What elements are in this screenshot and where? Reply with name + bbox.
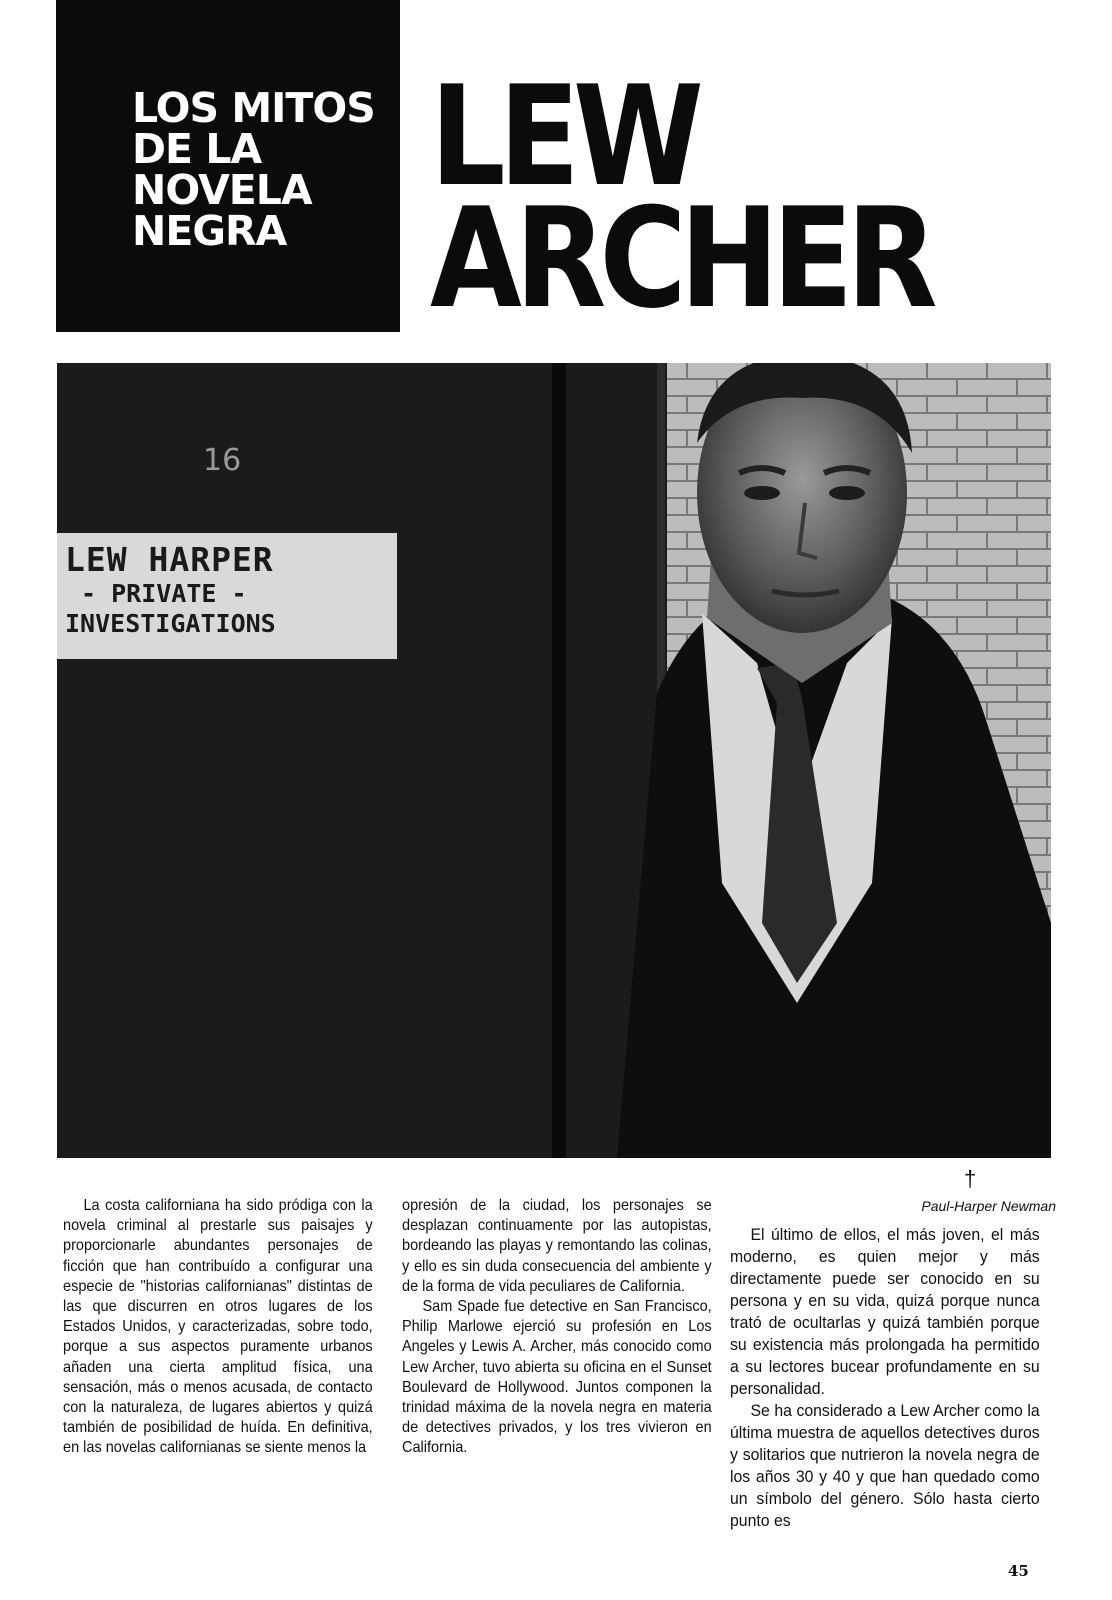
sign-line-2: - PRIVATE -: [81, 579, 247, 608]
door-number: 16: [203, 443, 242, 478]
sign-line-1: LEW HARPER: [65, 540, 274, 579]
office-sign: [57, 533, 397, 659]
article-column-2: [402, 1196, 712, 1459]
sign-line-3: INVESTIGATIONS: [65, 609, 276, 638]
title-line-2: ARCHER: [430, 178, 931, 339]
article-photo: [57, 363, 1051, 1158]
photo-caption: Paul-Harper Newman: [921, 1198, 1056, 1214]
header-block: [56, 0, 400, 332]
paragraph: Se ha considerado a Lew Archer como la última muestra de aquellos detectives duros y solitarios que nutrieron la novela negra de los años 30 y 40 y que han quedado como un símbolo del género. Sólo hasta cierto punto es: [730, 1401, 1040, 1530]
page-number: 45: [1008, 1562, 1029, 1580]
photo-illustration: [57, 363, 1051, 1158]
article-title: [430, 56, 980, 339]
paragraph: Sam Spade fue detective en San Francisco, Philip Marlowe ejerció su profesión en Los Angeles y Lewis A. Archer, más conocido como Lew Archer, tuvo abierta su oficina en el Sunset Boulevard de Hollywood. Juntos componen la trinidad máxima de la novela negra en materia de detectives privados, y los tres vivieron en California.: [402, 1298, 712, 1457]
paragraph: opresión de la ciudad, los personajes se desplazan continuamente por las autopistas, bordeando las playas y remontando las colinas, y ello es sin duda consecuencia del ambiente y de la forma de vida peculiares de California.: [402, 1197, 712, 1295]
title-line-1: LEW: [430, 56, 697, 217]
caption-dagger-icon: †: [964, 1166, 977, 1191]
article-column-1: [63, 1196, 373, 1459]
paragraph: La costa californiana ha sido pródiga con la novela criminal al prestarle sus paisajes y proporcionarle abundantes personajes de ficción que han contribuído a configurar una especie de "historias californianas" distintas de las que discurren en otros lugares de los Estados Unidos, y caracterizadas, sobre todo, porque a sus aspectos puramente urbanos añaden una cierta amplitud física, una sensación, más o menos acusada, de contacto con la naturaleza, de lugares abiertos y quizá también de posibilidad de huída. En definitiva, en las novelas californianas se siente menos la: [63, 1197, 373, 1457]
article-column-3: [730, 1224, 1040, 1532]
series-kicker: LOS MITOS DE LA NOVELA NEGRA: [132, 84, 375, 255]
paragraph: El último de ellos, el más joven, el más moderno, es quien mejor y más directamente puede ser conocido en su persona y en su vida, quizá porque nunca trató de ocultarlas y quizá también porque su existencia más prolongada ha permitido a su lectores bucear profundamente en su personalidad.: [730, 1225, 1040, 1398]
